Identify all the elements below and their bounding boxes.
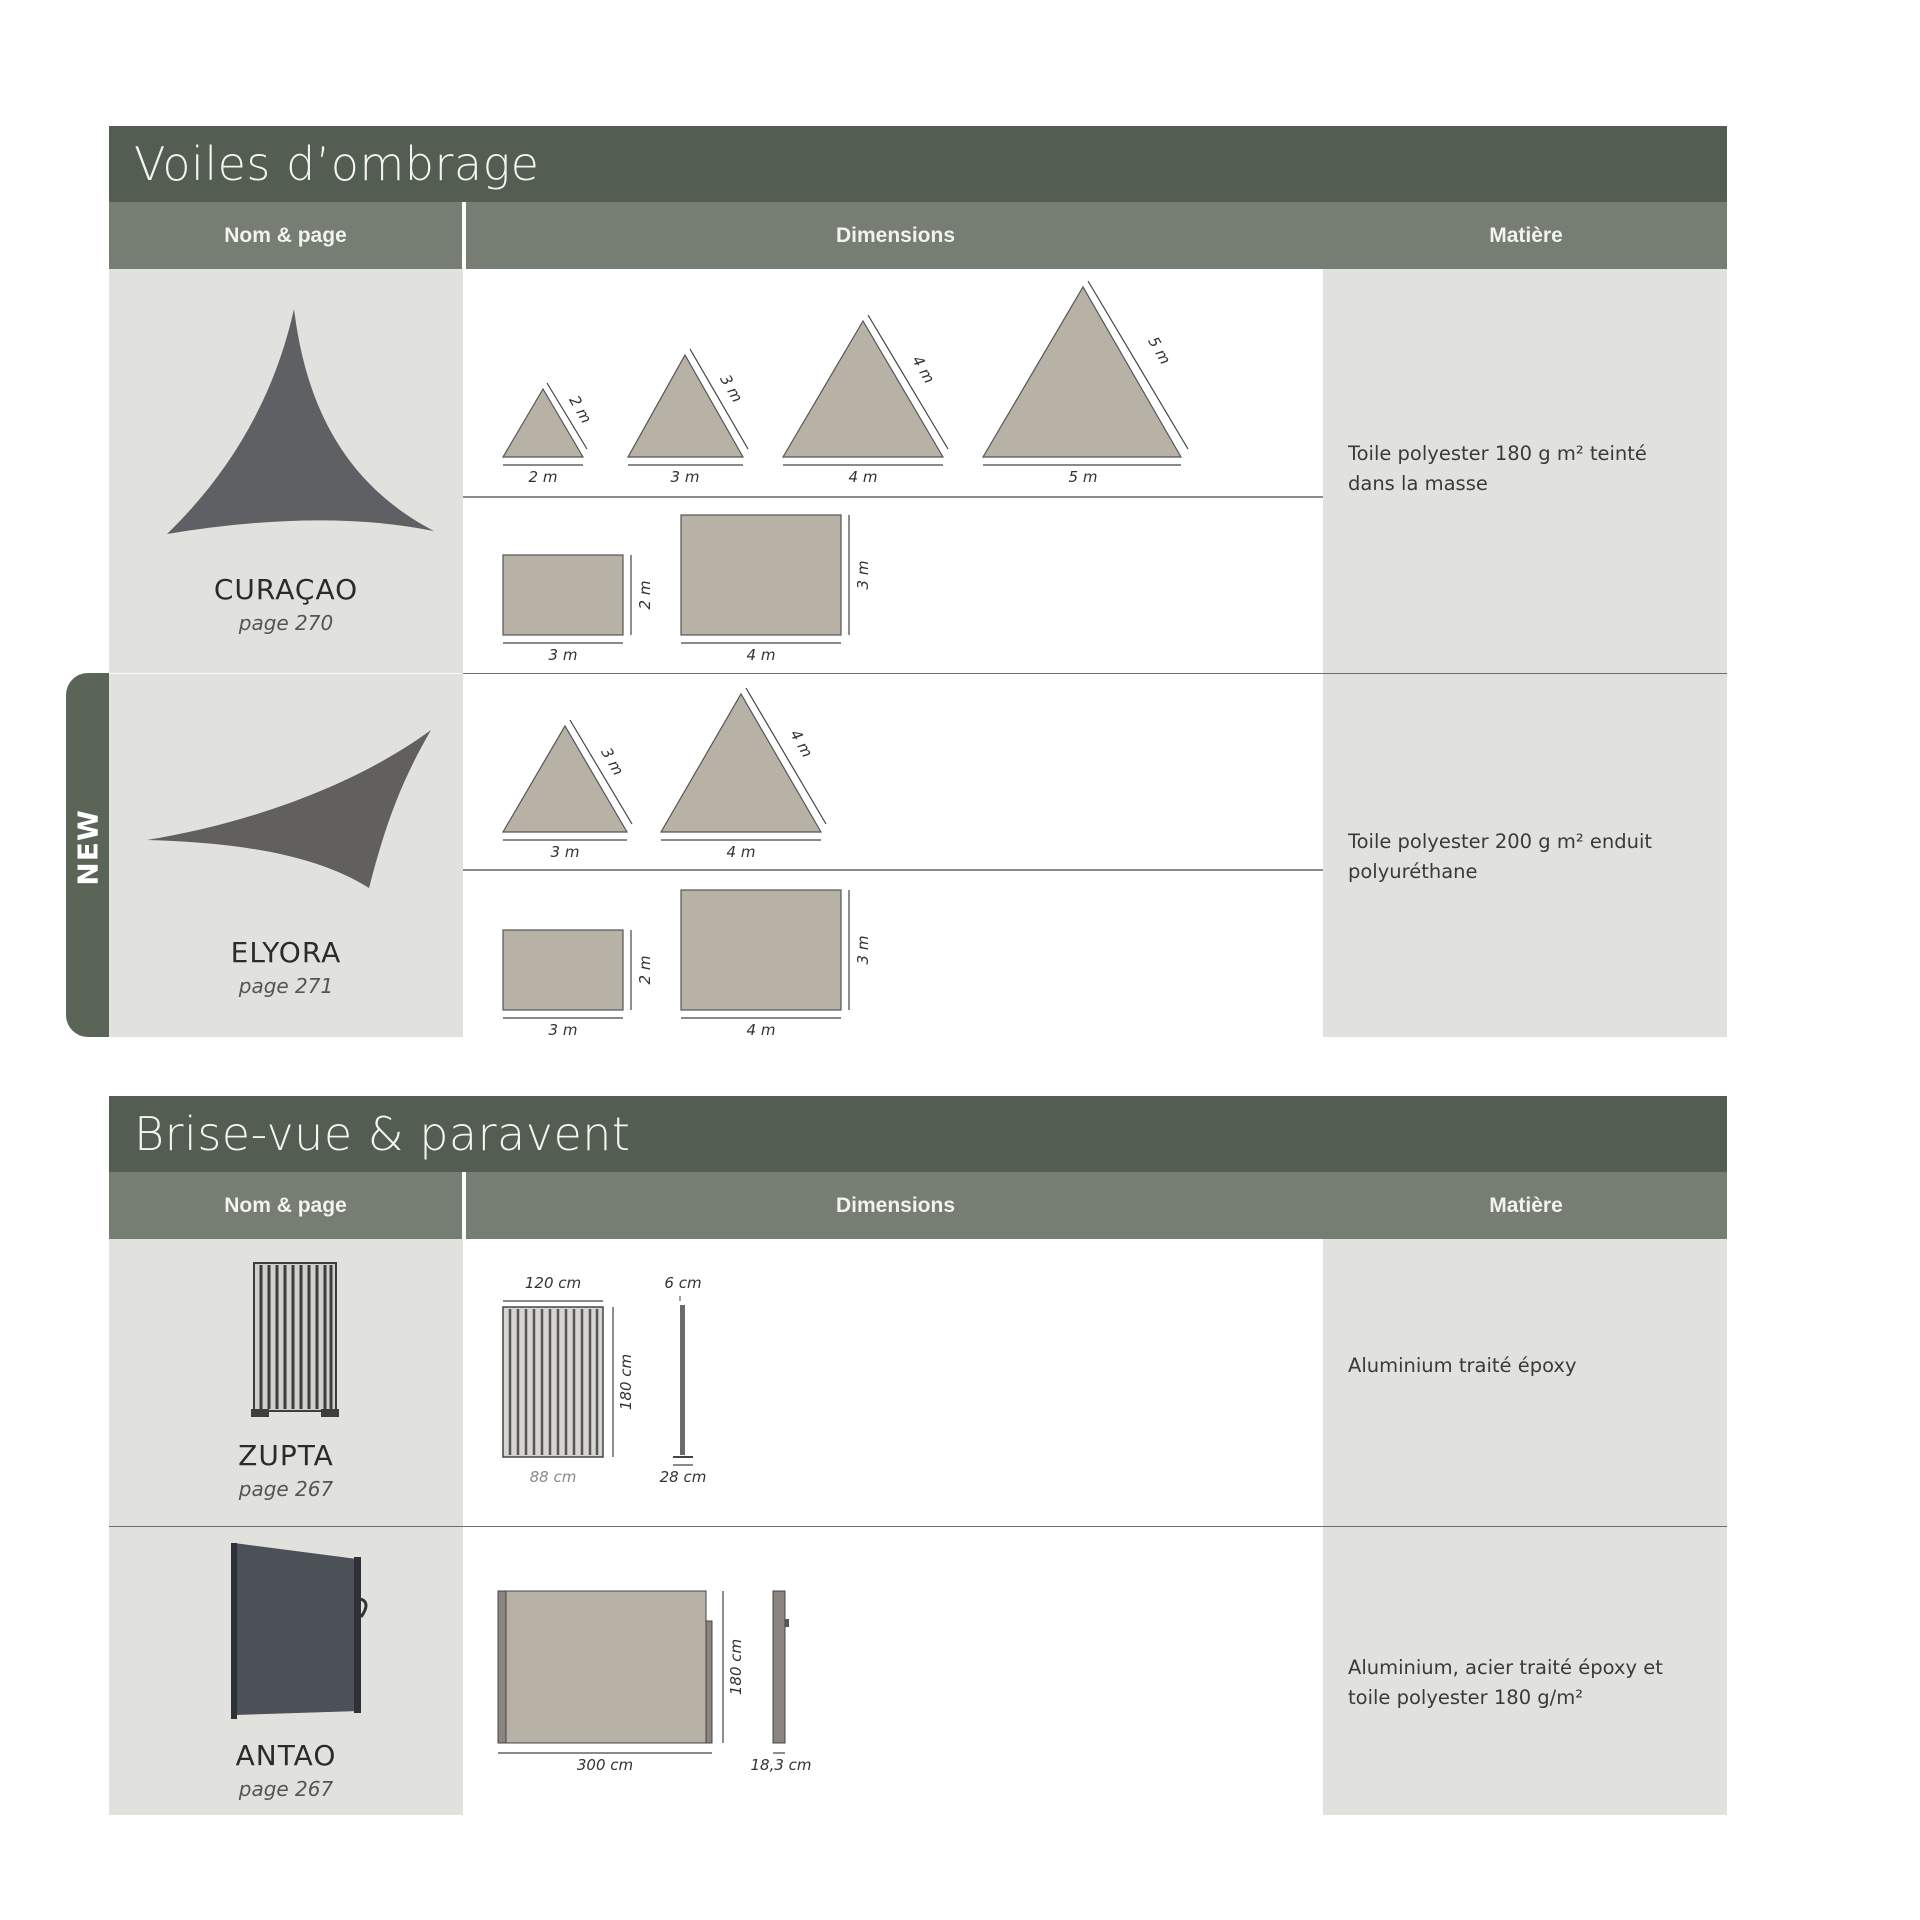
zupta-side-drawing bbox=[660, 1274, 707, 1486]
product-name: ZUPTA bbox=[238, 1439, 334, 1472]
width-label: 300 cm bbox=[576, 1756, 634, 1774]
header-material: Matière bbox=[1325, 1172, 1727, 1239]
triangle-base-label: 4 m bbox=[848, 468, 878, 486]
screen-panel-image bbox=[109, 1261, 463, 1431]
product-page: page 270 bbox=[238, 611, 334, 635]
retractable-screen-image bbox=[109, 1543, 463, 1733]
dimensions-cell bbox=[463, 1239, 1323, 1526]
table-row bbox=[109, 1527, 1727, 1815]
product-cell bbox=[109, 269, 463, 673]
triangle-4m bbox=[661, 688, 826, 861]
header-dimensions: Dimensions bbox=[466, 202, 1325, 269]
material-text: Toile polyester 200 g m² enduit polyuréthane bbox=[1348, 830, 1653, 883]
height-label: 180 cm bbox=[727, 1638, 745, 1696]
base-label: 28 cm bbox=[659, 1468, 707, 1486]
material-cell bbox=[1323, 269, 1727, 673]
dimension-drawings bbox=[463, 674, 1323, 1037]
section-title: Brise-vue & paravent bbox=[109, 1096, 1727, 1172]
rect-width-label: 4 m bbox=[746, 1021, 776, 1037]
product-page: page 267 bbox=[238, 1477, 334, 1501]
rect-height-label: 3 m bbox=[854, 935, 872, 965]
product-cell bbox=[109, 1527, 463, 1815]
thickness-label: 6 cm bbox=[664, 1274, 702, 1292]
dimension-drawings bbox=[463, 1527, 1323, 1815]
material-text: Aluminium traité époxy bbox=[1348, 1354, 1577, 1377]
product-name: CURAÇAO bbox=[213, 573, 359, 606]
rect-width-label: 3 m bbox=[548, 646, 578, 664]
triangle-base-label: 4 m bbox=[726, 843, 756, 861]
antao-front-drawing bbox=[498, 1591, 745, 1774]
zupta-front-drawing bbox=[503, 1274, 635, 1486]
triangle-base-label: 3 m bbox=[550, 843, 580, 861]
width-label: 120 cm bbox=[524, 1274, 582, 1292]
rect-height-label: 3 m bbox=[854, 560, 872, 590]
dimensions-cell bbox=[463, 1527, 1323, 1815]
material-cell bbox=[1323, 1239, 1727, 1526]
width-bottom-label: 88 cm bbox=[529, 1468, 577, 1486]
triangle-side-label: 4 m bbox=[908, 352, 939, 387]
table-row bbox=[109, 674, 1727, 1037]
header-name-page: Nom & page bbox=[109, 202, 462, 269]
header-dimensions: Dimensions bbox=[466, 1172, 1325, 1239]
table-header bbox=[109, 202, 1727, 269]
rect-width-label: 3 m bbox=[548, 1021, 578, 1037]
new-badge-label: NEW bbox=[71, 809, 105, 886]
triangle-4m bbox=[783, 315, 948, 486]
dimensions-cell bbox=[463, 269, 1323, 673]
triangle-base-label: 5 m bbox=[1068, 468, 1098, 486]
triangle-side-label: 3 m bbox=[716, 371, 747, 406]
material-cell bbox=[1323, 1527, 1727, 1815]
triangle-base-label: 2 m bbox=[528, 468, 558, 486]
antao-side-drawing bbox=[750, 1591, 811, 1774]
triangle-side-label: 3 m bbox=[597, 744, 628, 779]
header-material: Matière bbox=[1325, 202, 1727, 269]
section-shade-sails bbox=[109, 126, 1727, 269]
product-cell bbox=[109, 1239, 463, 1526]
triangle-3m bbox=[628, 349, 748, 486]
rectangle-4x3 bbox=[681, 515, 872, 664]
triangle-base-label: 3 m bbox=[670, 468, 700, 486]
section-screens bbox=[109, 1096, 1727, 1239]
product-cell bbox=[109, 674, 463, 1037]
rect-height-label: 2 m bbox=[636, 580, 654, 610]
material-cell bbox=[1323, 674, 1727, 1037]
table-header bbox=[109, 1172, 1727, 1239]
product-name: ELYORA bbox=[230, 936, 342, 969]
triangle-side-label: 5 m bbox=[1144, 333, 1175, 368]
rect-height-label: 2 m bbox=[636, 955, 654, 985]
rect-width-label: 4 m bbox=[746, 646, 776, 664]
triangle-2m bbox=[503, 383, 595, 486]
material-text: Aluminium, acier traité époxy et toile polyester 180 g/m² bbox=[1348, 1656, 1663, 1709]
section-title: Voiles d’ombrage bbox=[109, 126, 1727, 202]
depth-label: 18,3 cm bbox=[750, 1756, 812, 1774]
header-name-page: Nom & page bbox=[109, 1172, 462, 1239]
new-badge bbox=[66, 673, 109, 1037]
product-page: page 271 bbox=[238, 974, 334, 998]
dimension-drawings bbox=[463, 269, 1323, 673]
triangle-sail-image bbox=[109, 730, 463, 930]
dimensions-cell bbox=[463, 674, 1323, 1037]
material-text: Toile polyester 180 g m² teinté dans la masse bbox=[1348, 442, 1647, 495]
table-row bbox=[109, 269, 1727, 673]
triangle-3m bbox=[503, 720, 632, 861]
rectangle-3x2 bbox=[503, 930, 654, 1037]
triangle-5m bbox=[983, 281, 1188, 486]
rectangle-4x3 bbox=[681, 890, 872, 1037]
height-label: 180 cm bbox=[617, 1353, 635, 1411]
triangle-side-label: 2 m bbox=[565, 392, 596, 427]
rectangle-3x2 bbox=[503, 555, 654, 664]
triangle-sail-image bbox=[109, 309, 463, 569]
table-row bbox=[109, 1239, 1727, 1526]
triangle-side-label: 4 m bbox=[786, 726, 817, 761]
dimension-drawings bbox=[463, 1239, 1323, 1526]
product-name: ANTAO bbox=[235, 1739, 337, 1772]
product-page: page 267 bbox=[238, 1777, 334, 1801]
